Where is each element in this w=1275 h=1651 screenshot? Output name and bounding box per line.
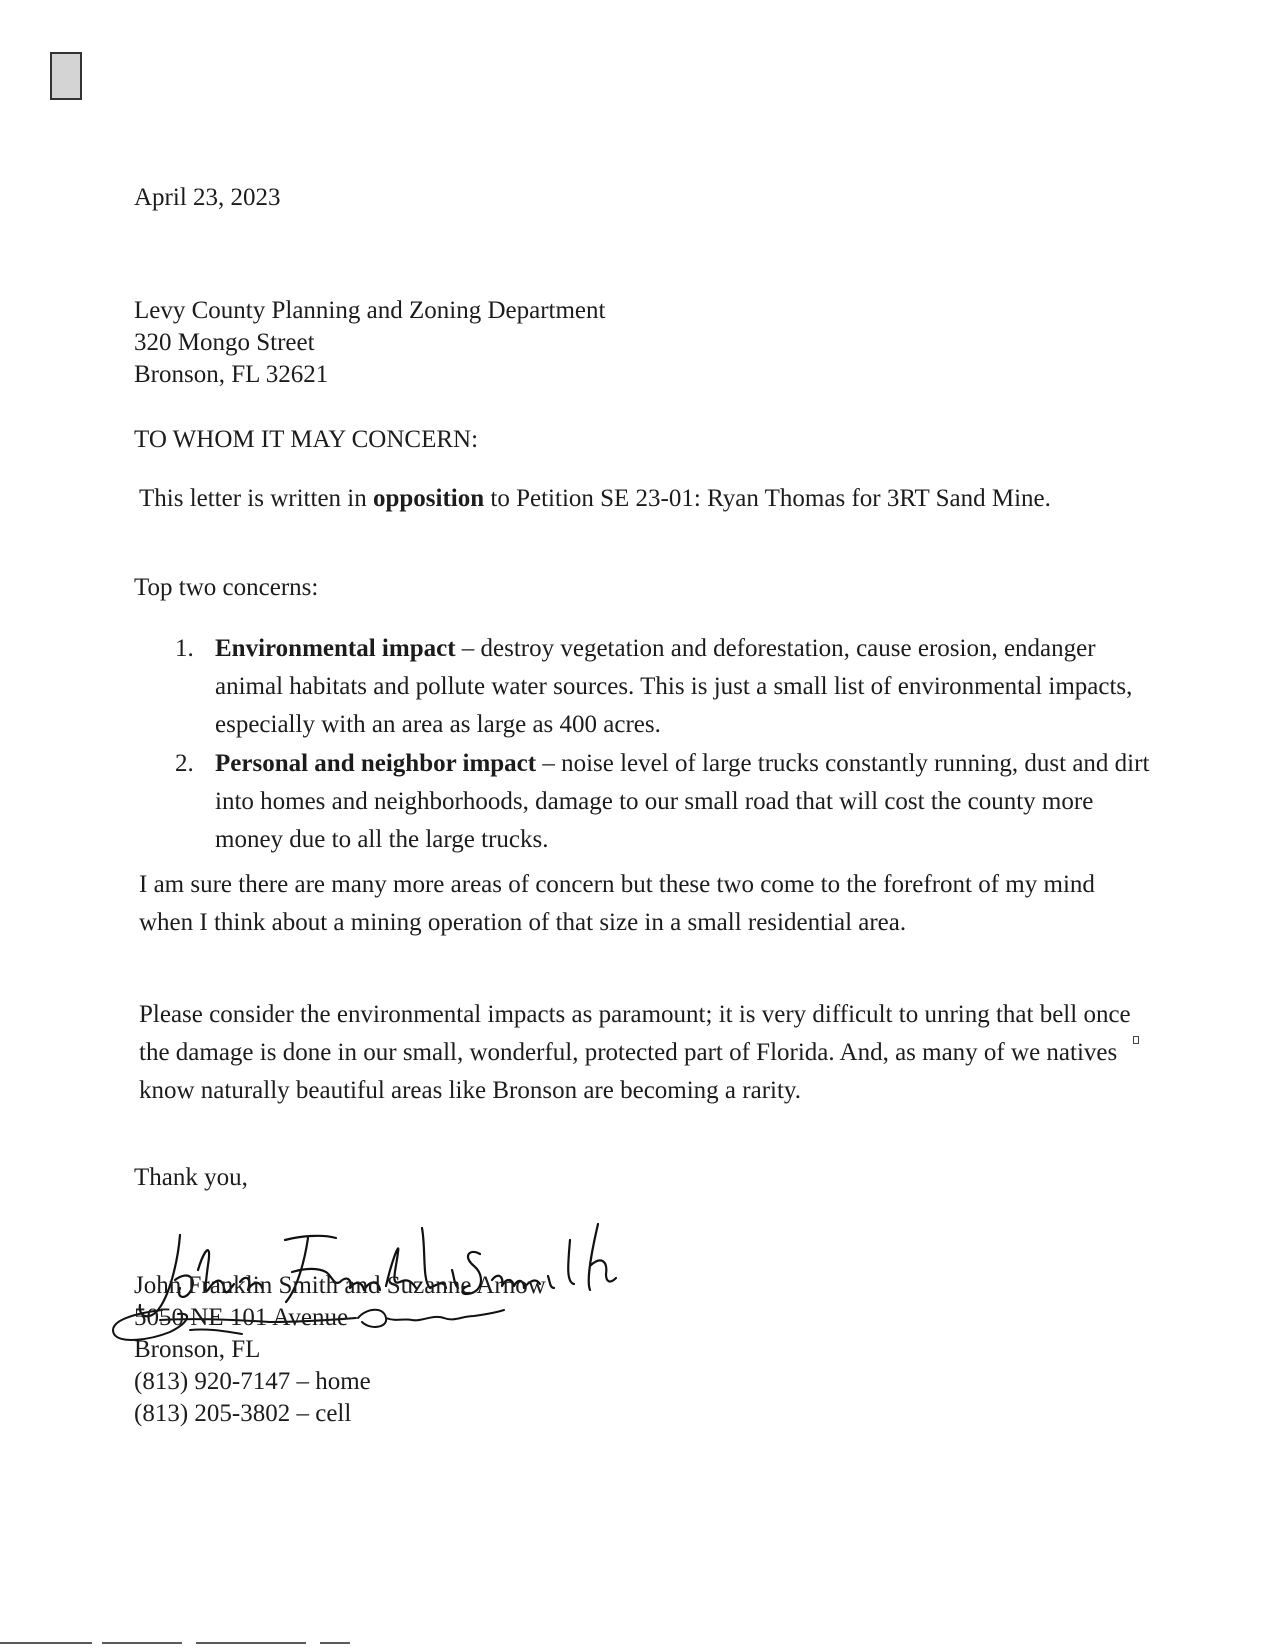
body-paragraph-2: Please consider the environmental impacts as paramount; it is very difficult to unring that bell once the damage is done in our small, wonderful, protected part of Florida. And, as many of we natives know naturally beautiful areas like Bronson are becoming a rarity. [139, 1001, 1131, 1104]
letter-date: April 23, 2023 [134, 184, 281, 211]
concern-text: – noise level of large trucks constantly running, dust and dirt into homes and neighborhoods, damage to our small road that will cost the county more money due to all the large trucks. [215, 750, 1150, 853]
concern-number: 1. [175, 635, 194, 662]
scan-speck [1133, 1036, 1139, 1044]
recipient-city: Bronson, FL 32621 [134, 361, 329, 388]
concern-text: – destroy vegetation and deforestation, cause erosion, endanger animal habitats and pollute water sources. This is just a small list of environmental impacts, especially with an area as large as 400 acres. [215, 635, 1133, 738]
intro-emphasis: opposition [372, 485, 485, 512]
sender-city: Bronson, FL [134, 1336, 261, 1363]
concern-number: 2. [175, 750, 194, 777]
recipient-street: 320 Mongo Street [134, 329, 315, 356]
concern-title: Personal and neighbor impact [215, 750, 537, 777]
salutation: TO WHOM IT MAY CONCERN: [134, 426, 479, 453]
sender-phone-home: (813) 920-7147 – home [134, 1368, 371, 1395]
intro-paragraph [139, 480, 1149, 518]
concerns-heading: Top two concerns: [134, 574, 319, 601]
scan-edge-lines [0, 1640, 400, 1646]
sender-street: 5050 NE 101 Avenue [134, 1304, 349, 1331]
intro-text-before: This letter is written in [139, 485, 373, 512]
closing: Thank you, [134, 1164, 248, 1191]
body-paragraph-1: I am sure there are many more areas of concern but these two come to the forefront of my mind when I think about a mining operation of that size in a small residential area. [139, 871, 1095, 936]
concern-title: Environmental impact [215, 635, 456, 662]
sender-phone-cell: (813) 205-3802 – cell [134, 1400, 352, 1427]
scan-corner-mark [50, 52, 82, 100]
sender-names: John Franklin Smith and Suzanne Arnow [134, 1272, 546, 1299]
recipient-name: Levy County Planning and Zoning Department [134, 297, 606, 324]
intro-text-after: to Petition SE 23-01: Ryan Thomas for 3RT Sand Mine. [484, 485, 1051, 512]
